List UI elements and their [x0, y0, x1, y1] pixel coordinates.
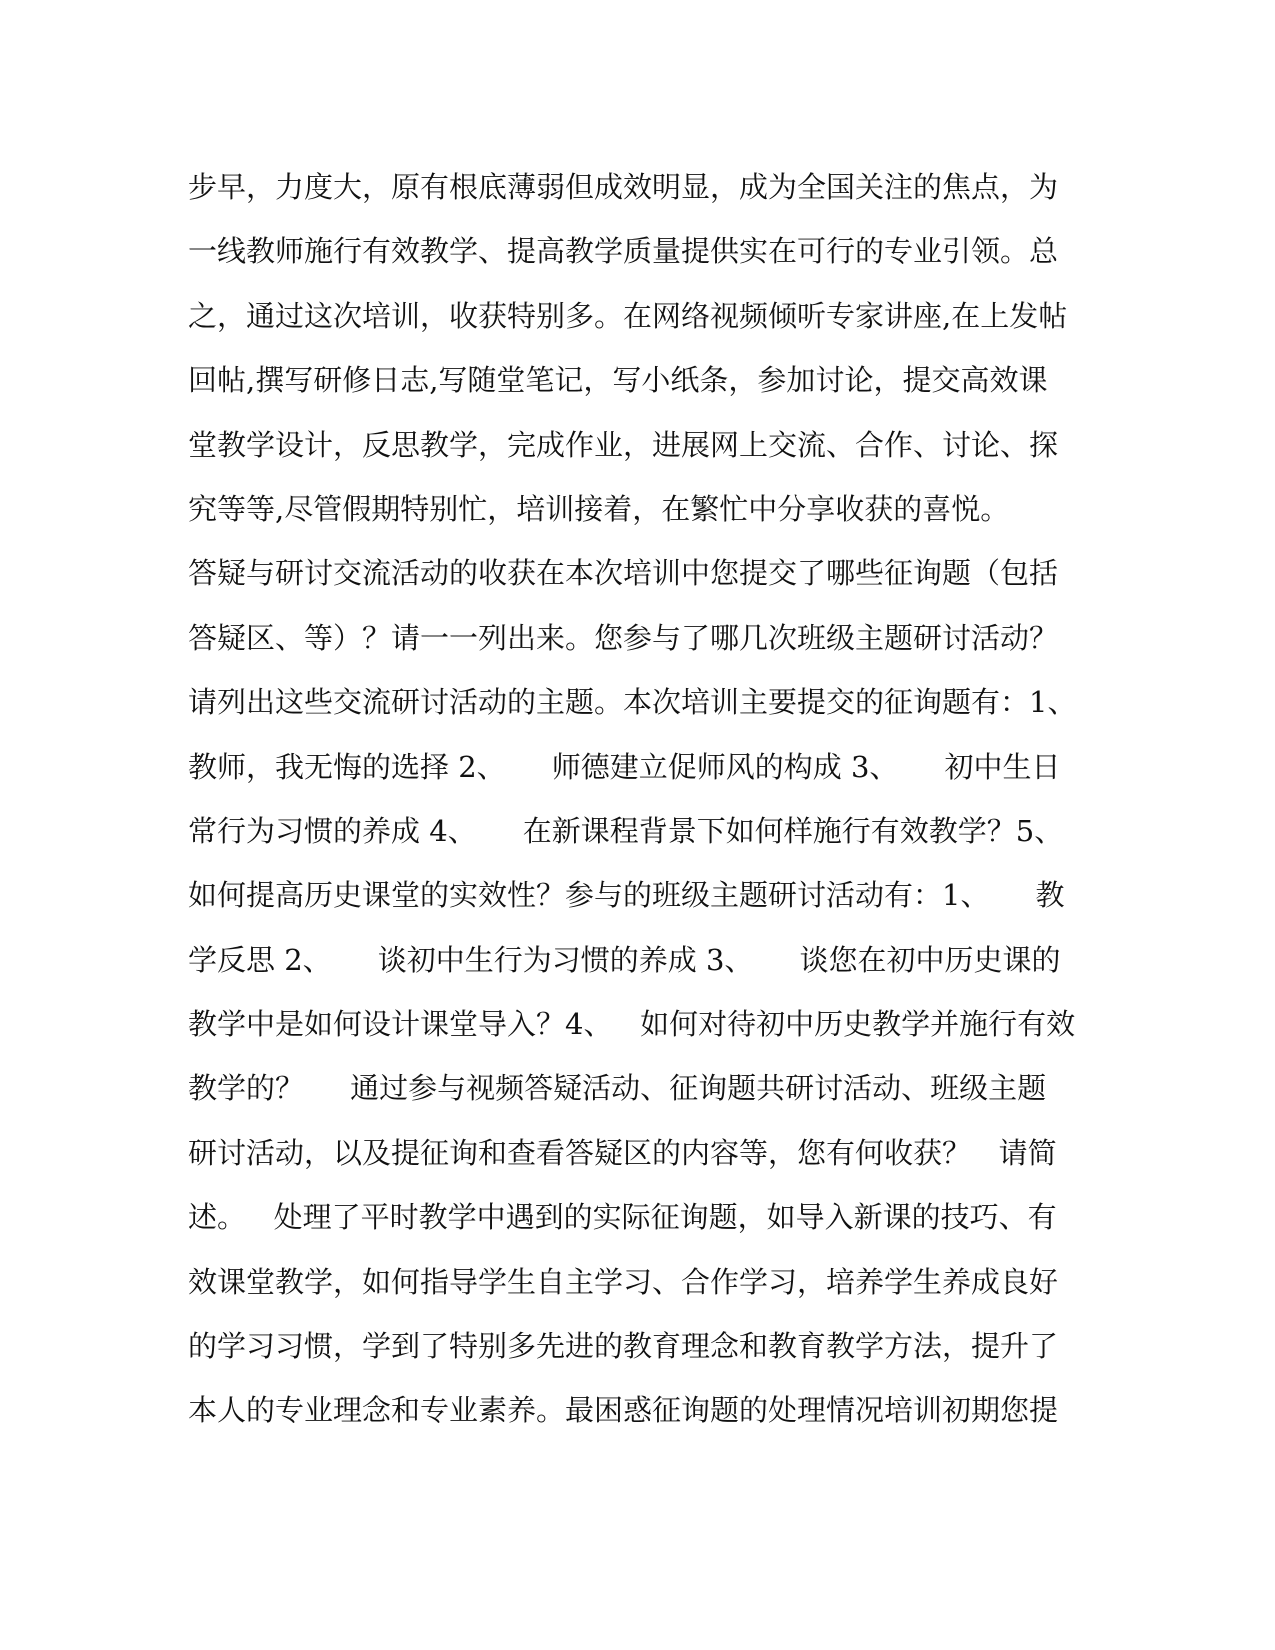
text-line: 教学中是如何设计课堂导入？4、 如何对待初中历史教学并施行有效 — [188, 1007, 1076, 1042]
text-line: 一线教师施行有效教学、提高教学质量提供实在可行的专业引领。总 — [188, 234, 1059, 269]
text-line: 之，通过这次培训，收获特别多。在网络视频倾听专家讲座,在上发帖 — [188, 298, 1068, 333]
text-line: 效课堂教学，如何指导学生自主学习、合作学习，培养学生养成良好 — [188, 1264, 1059, 1299]
text-line: 答疑区、等）？请一一列出来。您参与了哪几次班级主题研讨活动？ — [188, 620, 1059, 655]
text-line: 本人的专业理念和专业素养。最困惑征询题的处理情况培训初期您提 — [188, 1393, 1059, 1428]
text-line: 常行为习惯的养成 4、 在新课程背景下如何样施行有效教学？5、 — [188, 813, 1064, 848]
text-line: 如何提高历史课堂的实效性？参与的班级主题研讨活动有：1、 教 — [188, 878, 1065, 913]
text-line: 研讨活动，以及提征询和查看答疑区的内容等，您有何收获？ 请简 — [188, 1135, 1057, 1170]
text-line: 请列出这些交流研讨活动的主题。本次培训主要提交的征询题有：1、 — [188, 685, 1077, 720]
text-line: 步早，力度大，原有根底薄弱但成效明显，成为全国关注的焦点，为 — [188, 170, 1059, 204]
text-line: 学反思 2、 谈初中生行为习惯的养成 3、 谈您在初中历史课的 — [188, 942, 1061, 977]
text-line: 究等等,尽管假期特别忙，培训接着，在繁忙中分享收获的喜悦。 — [188, 491, 1010, 526]
text-line: 答疑与研讨交流活动的收获在本次培训中您提交了哪些征询题（包括 — [188, 556, 1059, 591]
text-line: 的学习习惯，学到了特别多先进的教育理念和教育教学方法，提升了 — [188, 1329, 1059, 1364]
text-line: 教师，我无悔的选择 2、 师德建立促师风的构成 3、 初中生日 — [188, 749, 1061, 784]
text-line: 教学的？ 通过参与视频答疑活动、征询题共研讨活动、班级主题 — [188, 1071, 1047, 1106]
body-text — [188, 155, 1088, 1443]
text-line: 述。 处理了平时教学中遇到的实际征询题，如导入新课的技巧、有 — [188, 1200, 1057, 1235]
text-line: 堂教学设计，反思教学，完成作业，进展网上交流、合作、讨论、探 — [188, 427, 1059, 462]
text-line: 回帖,撰写研修日志,写随堂笔记，写小纸条，参加讨论，提交高效课 — [188, 363, 1048, 398]
